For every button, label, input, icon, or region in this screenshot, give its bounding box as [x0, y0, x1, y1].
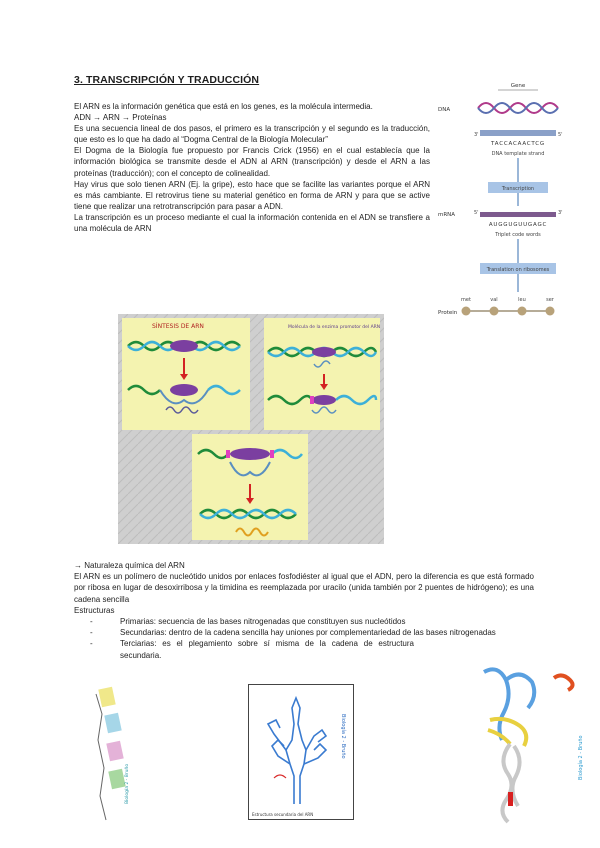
- nucleotide-block: [106, 741, 123, 762]
- nucleotide-block: [104, 713, 121, 734]
- list-item-text: Secundarias: dentro de la cadena sencilla hay uniones por complementariedad de las bases nitrogenadas: [120, 628, 496, 638]
- section-rna-chemistry: [74, 560, 534, 661]
- mrna-strand: [480, 212, 556, 217]
- promoter-marker: [226, 450, 230, 458]
- anticodon-highlight: [508, 792, 513, 806]
- template-strand: [480, 130, 556, 136]
- intro-text: [74, 101, 430, 234]
- dna-label: DNA: [438, 107, 451, 113]
- amino-acid-label: leu: [518, 297, 526, 303]
- list-item-text: Primarias: secuencia de las bases nitrogenadas que constituyen sus nucleótidos: [120, 617, 406, 627]
- amino-acid-bead: [462, 307, 471, 316]
- intro-paragraph: Es una secuencia lineal de dos pasos, el primero es la transcripción y el segundo es la traducción, que esto es lo que ha dado al “Dogma Central de la Biología Molecular”: [74, 124, 430, 145]
- enzyme-label: Molécula de la enzima: [288, 325, 339, 330]
- structures-label: Estructuras: [74, 605, 115, 615]
- primary-structure-figure: [86, 684, 136, 826]
- promoter-label: promotor del ARN: [340, 325, 381, 330]
- template-caption: DNA template strand: [491, 151, 545, 157]
- amino-acid-bead: [490, 307, 499, 316]
- tertiary-structure-figure: [450, 660, 590, 830]
- amino-acid-bead: [518, 307, 527, 316]
- list-item: - Terciarias: es el plegamiento sobre sí misma de la cadena de estructura secundaria.: [90, 639, 414, 660]
- three-prime-label: 3': [474, 132, 479, 138]
- transcription-label: Transcription: [501, 186, 535, 192]
- page-title: 3. TRANSCRIPCIÓN Y TRADUCCIÓN: [74, 74, 260, 86]
- figure-credit: Biología 2 - Bruño: [578, 735, 584, 780]
- rna-polymerase: [170, 340, 198, 352]
- intro-paragraph: La transcripción es un proceso mediante el cual la información contenida en el ADN se transfiere a una molécula de ARN: [74, 212, 430, 234]
- synthesis-title: SÍNTESIS DE ARN: [152, 323, 204, 330]
- rna-polymerase: [312, 395, 336, 405]
- figure-caption: Estructura secundaria del ARN: [252, 812, 314, 817]
- nucleotide-block: [108, 769, 125, 790]
- figure-frame: [249, 685, 354, 820]
- promoter-marker: [310, 396, 314, 404]
- synthesis-panel-2: [264, 318, 380, 430]
- rna-synthesis-figure: [118, 314, 384, 544]
- list-item: - Secundarias: dentro de la cadena sencilla hay uniones por complementariedad de las bases nitrogenadas: [90, 628, 496, 638]
- backbone: [96, 694, 106, 820]
- figure-credit: Biología 2 - Bruño: [340, 714, 346, 759]
- five-prime-label: 5': [474, 210, 479, 216]
- amino-acid-label: val: [490, 297, 498, 303]
- figure-credit: Biología 2 - Bruño: [125, 763, 130, 804]
- promoter-marker: [270, 450, 274, 458]
- mrna-label: mRNA: [438, 212, 456, 218]
- rna-polymerase: [230, 448, 270, 460]
- mrna-sequence: AUGGUGUUGAGC: [488, 222, 548, 228]
- intro-paragraph: ADN → ARN → Proteínas: [74, 113, 167, 123]
- central-dogma-figure: [436, 78, 568, 324]
- three-prime-label: 3': [558, 210, 563, 216]
- rna-polymerase: [170, 384, 198, 396]
- section-paragraph: El ARN es un polímero de nucleótido unidos por enlaces fosfodiéster al igual que el ADN, pero la diferencia es que está formado por ribosa en lugar de desoxirribosa y la timidina es reemplazada por uracilo (unida también por 2 puentes de hidrógeno); es una cadena sencilla: [74, 572, 534, 604]
- gene-label: Gene: [510, 83, 526, 89]
- structures-list: [74, 616, 534, 661]
- rna-polymerase: [312, 347, 336, 357]
- section-heading: → Naturaleza química del ARN: [74, 561, 185, 570]
- protein-label: Protein: [438, 310, 458, 316]
- codon-caption: Triplet code words: [495, 232, 541, 238]
- list-item: - Primarias: secuencia de las bases nitrogenadas que constituyen sus nucleótidos: [90, 617, 406, 627]
- amino-acid-label: ser: [546, 297, 554, 303]
- amino-acid-label: met: [461, 297, 471, 303]
- list-item-text: Terciarias: es el plegamiento sobre sí misma de la cadena de estructura secundaria.: [120, 639, 414, 660]
- intro-paragraph: Hay virus que solo tienen ARN (Ej. la gripe), esto hace que se facilite las variantes porque el ARN es más cambiante. El retrovirus tiene su material genético en forma de ARN y para que se active tiene que realizar una retrotranscripción para pasar a ADN.: [74, 179, 430, 211]
- five-prime-label: 5': [558, 132, 563, 138]
- translation-label: Translation on ribosomes: [486, 267, 550, 273]
- template-sequence: TACCACAACTCG: [491, 141, 545, 147]
- amino-acid-bead: [546, 307, 555, 316]
- intro-paragraph: El Dogma de la Biología fue propuesto por Francis Crick (1956) en el cual establecía que la información biológica se transmite desde el ADN al ARN (transcripción) y desde el ARN a las proteínas (traducción); con el concepto de colinealidad.: [74, 146, 430, 178]
- trna-tertiary-structure: [484, 669, 573, 822]
- nucleotide-block: [98, 687, 115, 708]
- intro-paragraph: El ARN es la información genética que está en los genes, es la molécula intermedia.: [74, 102, 373, 111]
- secondary-structure-figure: [248, 684, 354, 820]
